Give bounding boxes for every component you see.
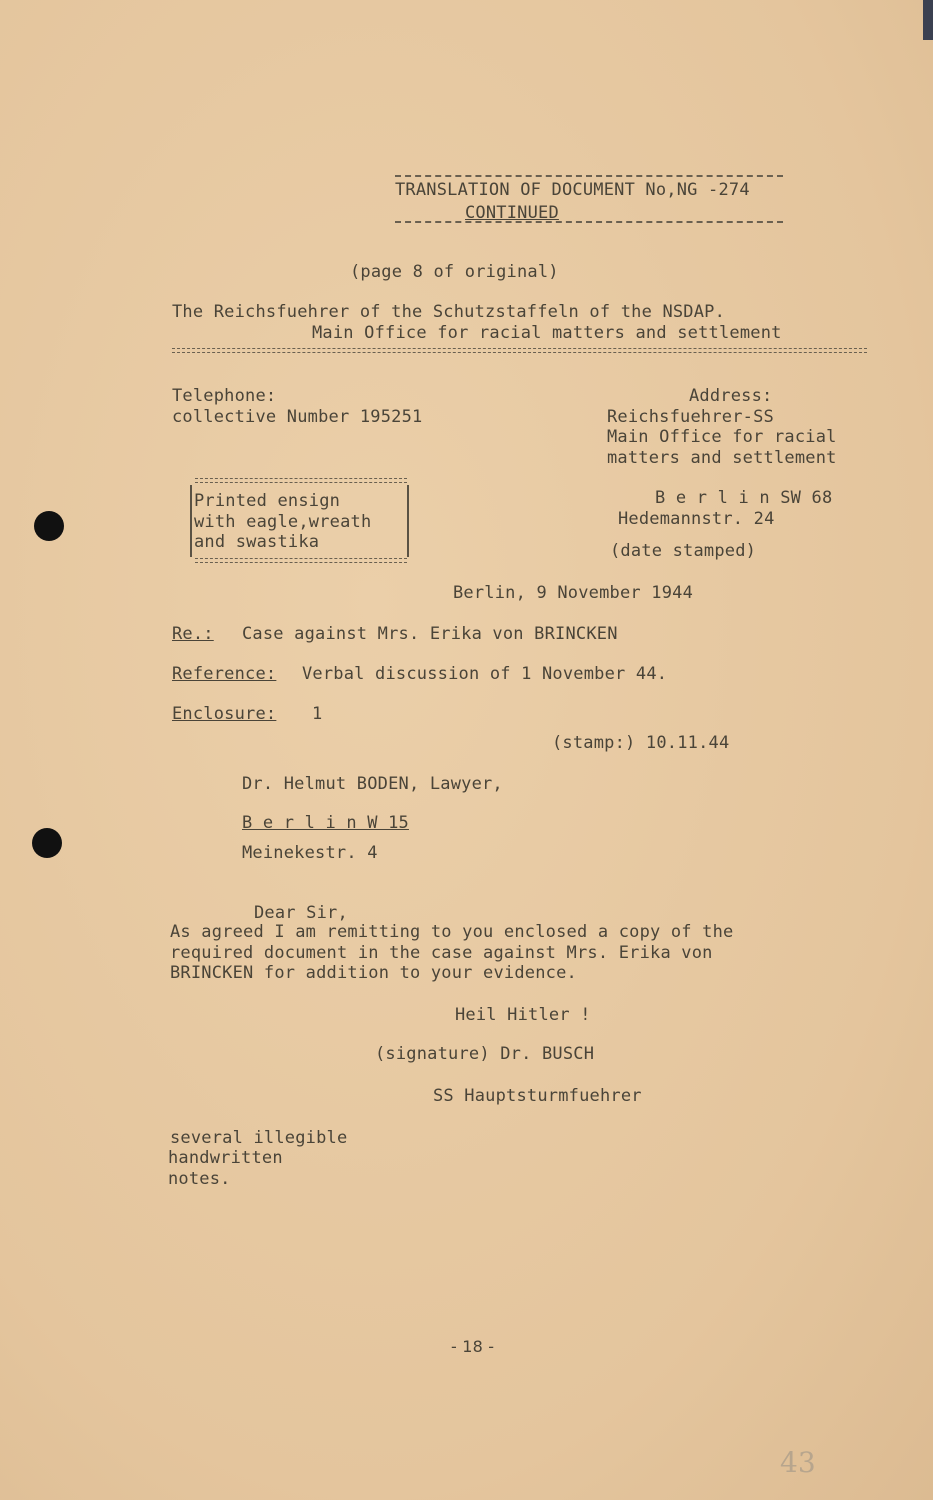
receipt-stamp: (stamp:) 10.11.44 xyxy=(552,733,730,753)
letterhead-line-1: The Reichsfuehrer of the Schutzstaffeln of the NSDAP. xyxy=(172,302,726,322)
recipient-city: B e r l i n W 15 xyxy=(242,813,409,833)
ensign-bottom-rule xyxy=(195,558,407,563)
recipient-name: Dr. Helmut BODEN, Lawyer, xyxy=(242,774,503,794)
ensign-line-1: Printed ensign xyxy=(194,491,341,511)
date-stamped-note: (date stamped) xyxy=(610,541,757,561)
letterhead-line-2: Main Office for racial matters and settlement xyxy=(312,323,782,343)
body-line-3: BRINCKEN for addition to your evidence. xyxy=(170,963,577,983)
body-line-2: required document in the case against Mrs. Erika von xyxy=(170,943,713,963)
page-corner-mark xyxy=(923,0,933,40)
re-label: Re.: xyxy=(172,624,214,644)
telephone-number: collective Number 195251 xyxy=(172,407,423,427)
ensign-line-3: and swastika xyxy=(194,532,320,552)
binder-hole-top xyxy=(34,511,64,541)
ensign-line-2: with eagle,wreath xyxy=(194,512,372,532)
reference-label: Reference: xyxy=(172,664,277,684)
closing-greeting: Heil Hitler ! xyxy=(455,1005,591,1025)
address-city: B e r l i n SW 68 xyxy=(655,488,833,508)
signature-line: (signature) Dr. BUSCH xyxy=(375,1044,595,1064)
header-bottom-rule xyxy=(395,221,783,223)
date-line: Berlin, 9 November 1944 xyxy=(453,583,694,603)
signer-rank: SS Hauptsturmfuehrer xyxy=(433,1086,642,1106)
salutation: Dear Sir, xyxy=(254,903,348,923)
address-line-3: matters and settlement xyxy=(607,448,837,468)
re-text: Case against Mrs. Erika von BRINCKEN xyxy=(242,624,618,644)
notes-line-1: several illegible xyxy=(170,1128,348,1148)
enclosure-text: 1 xyxy=(312,704,323,724)
enclosure-label: Enclosure: xyxy=(172,704,277,724)
binder-hole-bottom xyxy=(32,828,62,858)
address-street: Hedemannstr. 24 xyxy=(618,509,775,529)
address-line-1: Reichsfuehrer-SS xyxy=(607,407,774,427)
telephone-label: Telephone: xyxy=(172,386,277,406)
letterhead-double-rule xyxy=(172,348,867,353)
reference-text: Verbal discussion of 1 November 44. xyxy=(302,664,668,684)
page-number: - 18 - xyxy=(451,1337,495,1356)
notes-line-2: handwritten xyxy=(168,1148,283,1168)
notes-line-3: notes. xyxy=(168,1169,231,1189)
recipient-street: Meinekestr. 4 xyxy=(242,843,378,863)
header-title: TRANSLATION OF DOCUMENT No,NG -274 xyxy=(395,180,750,200)
handwritten-number: 43 xyxy=(780,1446,816,1479)
ensign-top-rule xyxy=(195,478,407,483)
header-subtitle: CONTINUED xyxy=(465,203,559,223)
body-line-1: As agreed I am remitting to you enclosed a copy of the xyxy=(170,922,734,942)
address-label: Address: xyxy=(689,386,773,406)
header-top-rule xyxy=(395,175,783,177)
address-line-2: Main Office for racial xyxy=(607,427,837,447)
page-reference: (page 8 of original) xyxy=(350,262,559,282)
